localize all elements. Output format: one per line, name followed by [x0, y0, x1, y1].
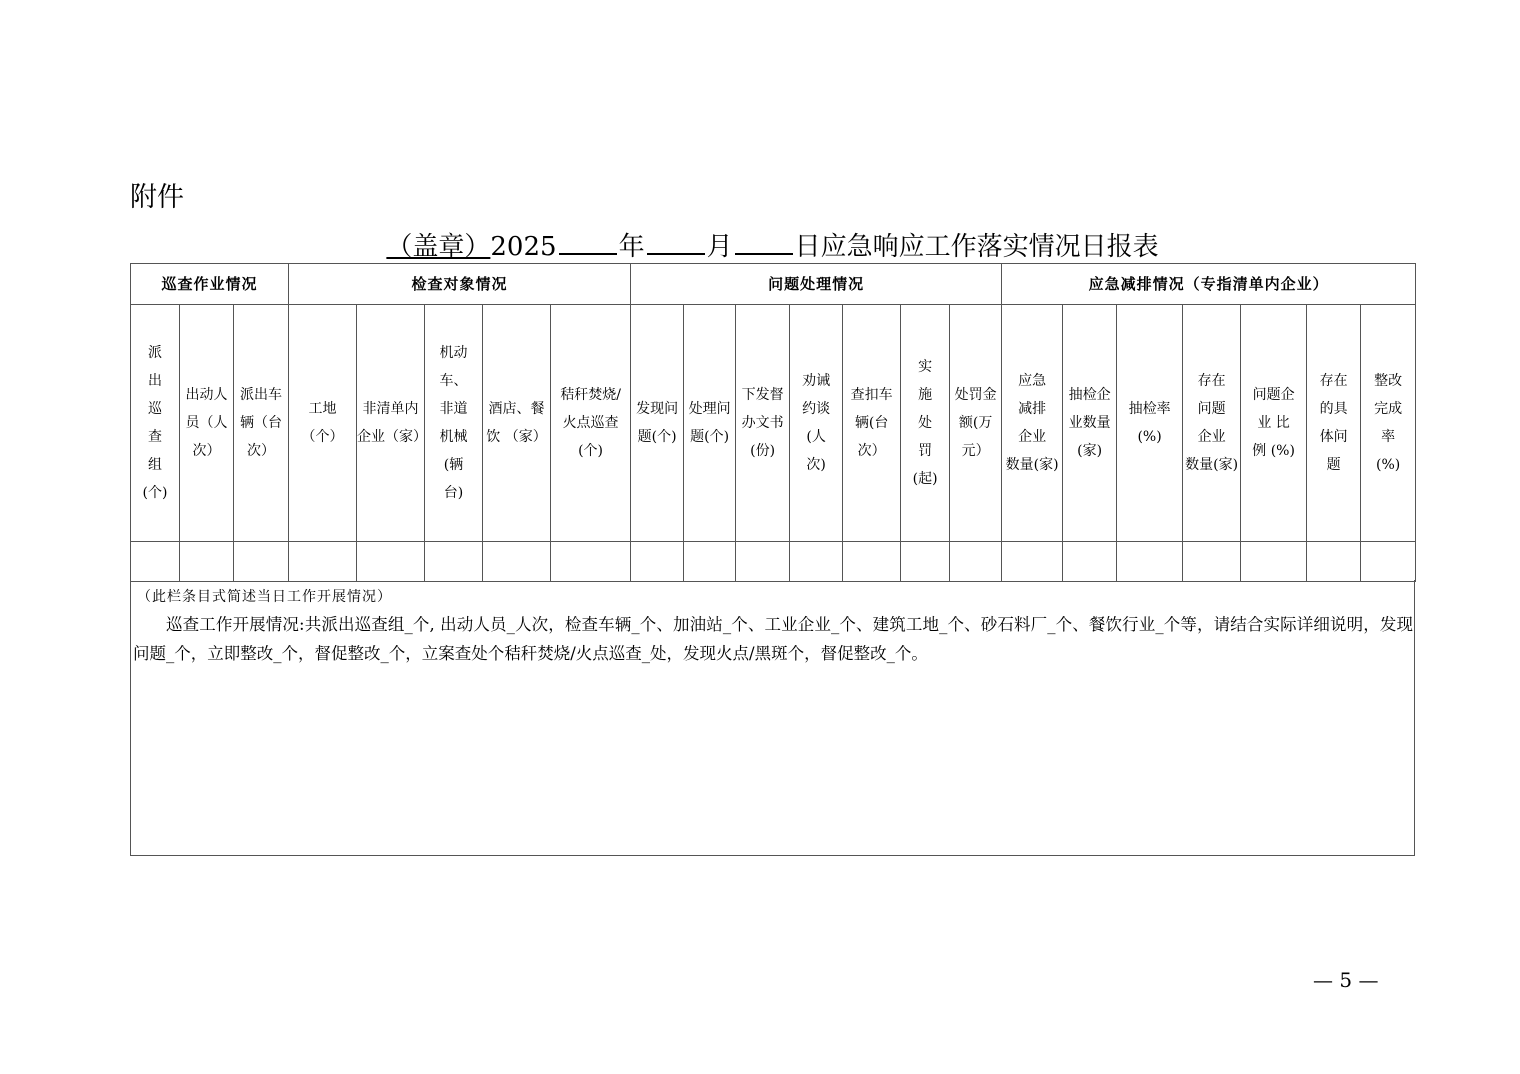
column-header-line: 题(个) [637, 429, 677, 445]
column-header-21 [1307, 305, 1361, 542]
column-header-line: 企业 [1018, 429, 1047, 445]
column-header-line: 例 (%) [1252, 443, 1295, 459]
column-header-line: 辆（台 [240, 415, 283, 431]
data-cell[interactable] [180, 542, 234, 582]
column-header-line: 额(万 [958, 415, 993, 431]
column-header-line: 减排 [1018, 401, 1047, 417]
column-header-line: (个) [578, 443, 604, 459]
column-header-20 [1241, 305, 1307, 542]
data-cell[interactable] [1361, 542, 1416, 582]
report-table [130, 263, 1416, 582]
group-patrol: 巡查作业情况 [131, 264, 289, 305]
column-header-line: 巡 [148, 401, 162, 417]
data-cell[interactable] [357, 542, 425, 582]
column-header-line: 处罚金 [954, 387, 997, 403]
column-header-line: (个) [142, 485, 168, 501]
column-header-6 [425, 305, 483, 542]
title-seal: （盖章） [386, 232, 491, 262]
title-rest: 日应急响应工作落实情况日报表 [794, 232, 1159, 262]
report-title [130, 226, 1415, 263]
column-header-line: 下发督 [741, 387, 784, 403]
column-header-line: 办文书 [741, 415, 784, 431]
data-entry-row [131, 542, 1416, 582]
column-header-line: 整改 [1374, 373, 1403, 389]
data-cell[interactable] [736, 542, 790, 582]
column-header-line: 题(个) [690, 429, 730, 445]
column-header-line: 辆(台 [854, 415, 889, 431]
title-year-unit: 年 [618, 232, 645, 262]
column-header-line: 元） [961, 443, 990, 459]
column-header-line: 酒店、餐 [488, 401, 545, 417]
data-cell[interactable] [901, 542, 950, 582]
column-header-line: 业数量 [1068, 415, 1111, 431]
column-header-line: (辆 [443, 457, 464, 473]
column-header-line: 率 [1381, 429, 1396, 445]
column-header-line: 实 [918, 359, 933, 375]
data-cell[interactable] [1183, 542, 1241, 582]
column-header-17 [1063, 305, 1117, 542]
column-header-line: 次) [806, 457, 826, 473]
column-header-line: 非道 [439, 401, 468, 417]
title-month-blank [647, 252, 705, 255]
column-header-line: 机械 [439, 429, 468, 445]
column-header-line: (人 [806, 429, 826, 445]
column-header-line: 机动 [439, 345, 468, 361]
data-cell[interactable] [1063, 542, 1117, 582]
column-header-line: 劝诫 [802, 373, 831, 389]
notes-section [130, 580, 1415, 856]
column-header-4 [289, 305, 357, 542]
column-header-line: 出动人 [185, 387, 228, 403]
column-header-19 [1183, 305, 1241, 542]
column-header-line: (%) [1376, 457, 1401, 473]
column-header-14 [901, 305, 950, 542]
column-header-line: (起) [912, 471, 938, 487]
data-cell[interactable] [1002, 542, 1063, 582]
column-header-line: 罚 [918, 443, 933, 459]
column-header-line: 出 [148, 373, 162, 389]
column-header-line: (%) [1137, 429, 1162, 445]
column-header-line: 应急 [1018, 373, 1047, 389]
column-header-line: 施 [918, 387, 933, 403]
column-header-10 [684, 305, 736, 542]
data-cell[interactable] [790, 542, 843, 582]
column-header-22 [1361, 305, 1416, 542]
column-header-line: 次） [247, 443, 276, 459]
data-cell[interactable] [1241, 542, 1307, 582]
column-header-2 [180, 305, 234, 542]
column-header-line: 组 [148, 457, 162, 473]
column-header-line: 派 [148, 345, 162, 361]
data-cell[interactable] [289, 542, 357, 582]
column-header-row [131, 305, 1416, 542]
column-header-line: 的具 [1319, 401, 1348, 417]
column-header-line: (份) [750, 443, 776, 459]
column-header-18 [1117, 305, 1183, 542]
column-header-line: 次） [857, 443, 886, 459]
notes-hint: （此栏条目式简述当日工作开展情况） [137, 589, 392, 605]
data-cell[interactable] [1117, 542, 1183, 582]
column-header-line: 查扣车 [850, 387, 893, 403]
column-header-line: （个） [301, 429, 344, 445]
column-header-line: 问题企 [1252, 387, 1295, 403]
column-header-line: 非清单内 [362, 401, 419, 417]
column-header-line: 抽检企 [1068, 387, 1111, 403]
column-header-line: 数量(家) [1005, 457, 1059, 473]
notes-paragraph: 巡查工作开展情况:共派出巡查组_个, 出动人员_人次，检查车辆_个、加油站_个、工业企业_个、建筑工地_个、砂石料厂_个、餐饮行业_个等，请结合实际详细说明，发现问题_个，立即整改_个，督促整改_个，立案查处个秸秆焚烧/火点巡查_处，发现火点/黑斑个，督促整改_个。 [133, 615, 1413, 663]
page-number: — 5 — [1313, 968, 1379, 992]
data-cell[interactable] [1307, 542, 1361, 582]
data-cell[interactable] [843, 542, 901, 582]
column-header-line: (家) [1077, 443, 1103, 459]
column-header-1 [131, 305, 180, 542]
title-day-blank [735, 252, 793, 255]
data-cell[interactable] [234, 542, 289, 582]
data-cell[interactable] [950, 542, 1002, 582]
column-header-7 [483, 305, 551, 542]
column-header-line: 车、 [439, 373, 468, 389]
column-header-line: 完成 [1374, 401, 1403, 417]
group-inspection: 检查对象情况 [289, 264, 631, 305]
column-header-line: 员（人 [185, 415, 228, 431]
column-header-line: 火点巡查 [562, 415, 619, 431]
group-header-row [131, 264, 1416, 305]
column-header-3 [234, 305, 289, 542]
column-header-line: 企业（家） [357, 429, 428, 445]
column-header-line: 约谈 [802, 401, 831, 417]
group-emission-reduction: 应急减排情况（专指清单内企业） [1002, 264, 1416, 305]
column-header-16 [1002, 305, 1063, 542]
title-month-unit: 月 [706, 232, 733, 262]
column-header-line: 体问 [1319, 429, 1348, 445]
column-header-line: 问题 [1197, 401, 1226, 417]
title-year: 2025 [490, 232, 557, 262]
attachment-label: 附件 [130, 182, 184, 213]
column-header-8 [551, 305, 631, 542]
column-header-line: 存在 [1319, 373, 1348, 389]
column-header-line: 秸秆焚烧/ [560, 387, 621, 403]
data-cell[interactable] [483, 542, 551, 582]
column-header-11 [736, 305, 790, 542]
column-header-line: 企业 [1197, 429, 1226, 445]
column-header-13 [843, 305, 901, 542]
column-header-line: 抽检率 [1128, 401, 1171, 417]
data-cell[interactable] [551, 542, 631, 582]
data-cell[interactable] [425, 542, 483, 582]
column-header-line: 工地 [308, 401, 337, 417]
data-cell[interactable] [684, 542, 736, 582]
title-year-blank [559, 252, 617, 255]
column-header-line: 题 [1326, 457, 1341, 473]
column-header-line: 查 [148, 429, 162, 445]
data-cell[interactable] [131, 542, 180, 582]
column-header-line: 台) [443, 485, 464, 501]
column-header-line: 业 比 [1257, 415, 1290, 431]
column-header-5 [357, 305, 428, 542]
column-header-line: 数量(家) [1185, 457, 1239, 473]
group-problem-handling: 问题处理情况 [631, 264, 1002, 305]
column-header-9 [631, 305, 684, 542]
column-header-line: 次） [192, 443, 221, 459]
column-header-line: 派出车 [240, 387, 283, 403]
column-header-12 [790, 305, 843, 542]
column-header-line: 发现问 [636, 401, 679, 417]
data-cell[interactable] [631, 542, 684, 582]
column-header-line: 存在 [1197, 373, 1226, 389]
column-header-15 [950, 305, 1002, 542]
column-header-line: 饮 （家） [486, 429, 547, 445]
column-header-line: 处理问 [688, 401, 731, 417]
column-header-line: 处 [918, 415, 933, 431]
